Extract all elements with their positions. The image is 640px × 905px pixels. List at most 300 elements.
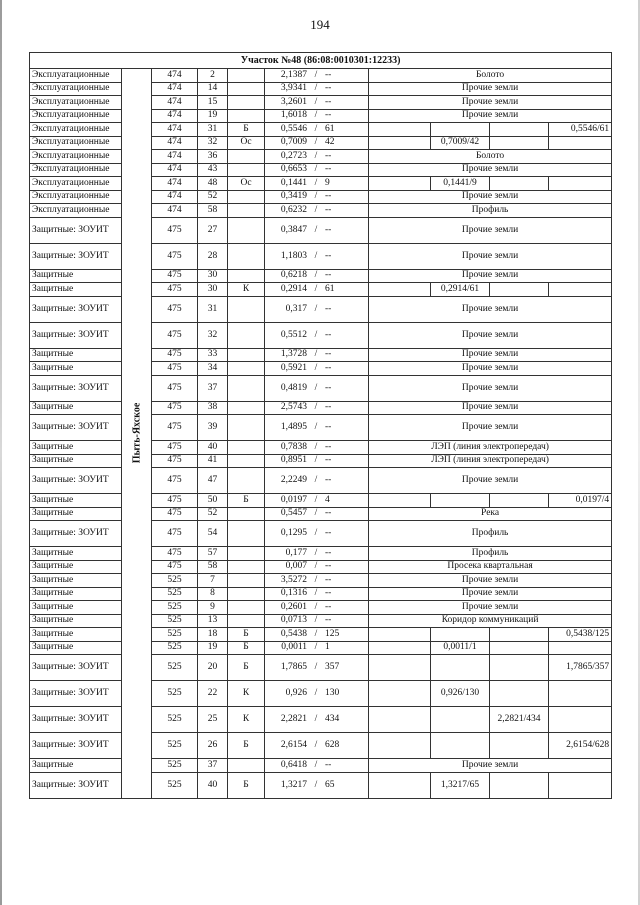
land-type-note: Прочие земли [369,243,612,269]
volume-cell [490,641,549,655]
stock-value: -- [325,96,332,107]
table-row [30,283,612,297]
area-value: 1,3728 [280,349,307,360]
volume-cell: 2,6154/628 [549,733,612,759]
stock-value: -- [325,528,332,538]
species-code [228,441,265,455]
area-separator: / [314,177,318,188]
area-separator: / [314,574,318,585]
volume-cell: 2,2821/434 [490,707,549,733]
land-type-note: Просека квартальная [369,560,612,574]
table-row [30,123,612,137]
land-type-note: Прочие земли [369,574,612,588]
allotment-number: 9 [198,601,228,615]
quarter-number: 475 [152,507,198,521]
land-type-note: ЛЭП (линия электропередач) [369,454,612,468]
species-code: К [228,283,265,297]
allotment-number: 33 [198,348,228,362]
table-row [30,507,612,521]
area-volume [265,123,369,137]
area-separator: / [314,662,318,672]
volume-cell [431,123,490,137]
land-category: Защитные [30,441,122,455]
allotment-number: 41 [198,454,228,468]
area-value: 0,7009 [280,137,307,148]
quarter-number: 525 [152,614,198,628]
table-row [30,269,612,283]
area-separator: / [314,740,318,750]
area-separator: / [314,475,318,485]
land-category: Защитные: ЗОУИТ [30,322,122,348]
allotment-number: 31 [198,296,228,322]
species-code [228,362,265,376]
stock-value: -- [325,561,332,572]
volume-cell [490,177,549,191]
area-value: 1,3217 [280,779,307,790]
quarter-number: 475 [152,296,198,322]
quarter-number: 475 [152,468,198,494]
area-separator: / [314,642,318,653]
species-code: Б [228,123,265,137]
species-code [228,190,265,204]
species-code [228,574,265,588]
area-separator: / [314,422,318,432]
area-separator: / [314,150,318,161]
area-value: 2,2821 [280,714,307,724]
land-category: Защитные: ЗОУИТ [30,521,122,547]
table-row [30,494,612,508]
quarter-number: 525 [152,655,198,681]
species-code [228,587,265,601]
area-value: 0,5546 [280,123,307,134]
area-volume [265,415,369,441]
stock-value: -- [325,422,332,432]
allotment-number: 50 [198,494,228,508]
land-type-note: Прочие земли [369,322,612,348]
stock-value: -- [325,475,332,485]
species-code: Ос [228,177,265,191]
stock-value: -- [325,455,332,466]
allotment-number: 30 [198,283,228,297]
land-category: Защитные [30,614,122,628]
table-row [30,681,612,707]
stock-value: -- [325,150,332,161]
land-type-note: Прочие земли [369,217,612,243]
area-value: 1,4895 [280,422,307,432]
table-row [30,296,612,322]
allotment-number: 37 [198,375,228,401]
area-volume [265,82,369,96]
land-category: Защитные [30,494,122,508]
table-row [30,733,612,759]
allotment-number: 32 [198,136,228,150]
stock-value: -- [325,588,332,599]
allotment-number: 43 [198,163,228,177]
species-code [228,468,265,494]
area-separator: / [314,204,318,215]
stock-value: -- [325,349,332,360]
land-category: Защитные [30,601,122,615]
volume-cell: 0,5438/125 [549,628,612,642]
stock-value: -- [325,250,332,261]
area-volume [265,601,369,615]
land-category: Эксплуатационные [30,96,122,110]
forestry-name: Пыть-Яхское [131,402,142,464]
land-type-note: Прочие земли [369,375,612,401]
table-row [30,641,612,655]
area-separator: / [314,601,318,612]
land-category: Защитные [30,628,122,642]
stock-value: -- [325,83,332,94]
area-separator: / [314,83,318,94]
quarter-number: 474 [152,177,198,191]
quarter-number: 525 [152,641,198,655]
land-category: Защитные: ЗОУИТ [30,707,122,733]
species-code: Б [228,494,265,508]
area-volume [265,296,369,322]
table-row [30,521,612,547]
quarter-number: 474 [152,96,198,110]
species-code [228,601,265,615]
allotment-number: 19 [198,109,228,123]
area-separator: / [314,270,318,281]
species-code [228,614,265,628]
area-volume [265,283,369,297]
land-category: Защитные [30,587,122,601]
allotment-number: 40 [198,441,228,455]
allotment-number: 14 [198,82,228,96]
allotment-number: 32 [198,322,228,348]
land-category: Эксплуатационные [30,204,122,218]
volume-cell [490,136,549,150]
land-type-note: Прочие земли [369,82,612,96]
land-type-note: Прочие земли [369,269,612,283]
table-row [30,468,612,494]
species-code [228,69,265,83]
stock-value: 9 [325,177,330,188]
quarter-number: 525 [152,733,198,759]
allotment-number: 19 [198,641,228,655]
area-value: 0,926 [285,688,307,698]
table-row [30,150,612,164]
allotment-number: 36 [198,150,228,164]
land-type-note: Прочие земли [369,415,612,441]
stock-value: 125 [325,628,340,639]
volume-cell [431,707,490,733]
area-separator: / [314,759,318,770]
land-category: Защитные [30,641,122,655]
species-code [228,269,265,283]
quarter-number: 474 [152,69,198,83]
land-type-note: Прочие земли [369,190,612,204]
volume-cell [549,177,612,191]
species-code [228,243,265,269]
species-code [228,82,265,96]
table-row [30,204,612,218]
allotment-number: 37 [198,759,228,773]
quarter-number: 475 [152,322,198,348]
volume-cell [490,772,549,798]
area-value: 0,5438 [280,628,307,639]
area-separator: / [314,628,318,639]
table-row [30,69,612,83]
area-volume [265,681,369,707]
species-code: Б [228,628,265,642]
table-row [30,136,612,150]
allotment-number: 52 [198,507,228,521]
volume-cell [549,707,612,733]
volume-cell [490,123,549,137]
stock-value: -- [325,402,332,413]
allotment-number: 28 [198,243,228,269]
area-separator: / [314,528,318,538]
area-value: 0,1441 [280,177,307,188]
land-category: Эксплуатационные [30,136,122,150]
area-separator: / [314,349,318,360]
land-category: Эксплуатационные [30,150,122,164]
stock-value: -- [325,615,332,626]
table-row [30,96,612,110]
area-value: 0,6232 [280,204,307,215]
area-value: 3,5272 [280,574,307,585]
table-row [30,759,612,773]
area-value: 0,3847 [280,224,307,235]
volume-cell [431,733,490,759]
area-separator: / [314,123,318,134]
volume-cell [369,283,431,297]
quarter-number: 525 [152,587,198,601]
stock-value: -- [325,191,332,202]
stock-value: 42 [325,137,335,148]
area-volume [265,507,369,521]
stock-value: -- [325,759,332,770]
area-separator: / [314,588,318,599]
table-row [30,655,612,681]
table-row [30,707,612,733]
quarter-number: 525 [152,628,198,642]
stock-value: -- [325,110,332,121]
table-row [30,401,612,415]
area-value: 0,1316 [280,588,307,599]
area-volume [265,401,369,415]
area-value: 0,177 [285,547,307,558]
stock-value: 357 [325,662,340,672]
volume-cell [369,641,431,655]
species-code [228,150,265,164]
land-type-note: Прочие земли [369,163,612,177]
area-value: 0,6653 [280,164,307,175]
species-code [228,109,265,123]
area-separator: / [314,402,318,413]
volume-cell [549,136,612,150]
land-category: Защитные [30,547,122,561]
land-category: Защитные [30,348,122,362]
volume-cell [549,641,612,655]
land-category: Эксплуатационные [30,82,122,96]
area-separator: / [314,688,318,698]
species-code [228,560,265,574]
land-type-note: Прочие земли [369,109,612,123]
allotment-number: 30 [198,269,228,283]
volume-cell [369,628,431,642]
area-separator: / [314,362,318,373]
volume-cell: 0,5546/61 [549,123,612,137]
land-category: Защитные: ЗОУИТ [30,655,122,681]
land-category: Эксплуатационные [30,190,122,204]
land-type-note: Профиль [369,521,612,547]
stock-value: -- [325,224,332,235]
land-category: Защитные [30,269,122,283]
volume-cell [431,655,490,681]
allotment-number: 40 [198,772,228,798]
volume-cell [490,733,549,759]
area-volume [265,587,369,601]
quarter-number: 525 [152,681,198,707]
section-title: Участок №48 (86:08:0010301:12233) [30,53,612,69]
species-code: Б [228,772,265,798]
allotment-number: 39 [198,415,228,441]
allotment-number: 13 [198,614,228,628]
area-value: 2,1387 [280,69,307,80]
land-type-note: Прочие земли [369,348,612,362]
stock-value: 61 [325,123,335,134]
volume-cell [490,655,549,681]
area-volume [265,614,369,628]
table-row [30,772,612,798]
area-value: 0,2914 [280,283,307,294]
area-volume [265,628,369,642]
land-type-note: Прочие земли [369,759,612,773]
area-volume [265,96,369,110]
area-separator: / [314,547,318,558]
land-category: Эксплуатационные [30,69,122,83]
quarter-number: 474 [152,150,198,164]
stock-value: -- [325,547,332,558]
quarter-number: 475 [152,560,198,574]
allotment-number: 20 [198,655,228,681]
allotment-number: 34 [198,362,228,376]
page-number: 194 [310,17,330,32]
species-code [228,163,265,177]
area-value: 2,2249 [280,475,307,485]
scan-edge-left [0,0,2,905]
table-row [30,243,612,269]
volume-cell: 1,7865/357 [549,655,612,681]
quarter-number: 475 [152,375,198,401]
area-value: 0,1295 [280,528,307,538]
area-separator: / [314,164,318,175]
area-value: 0,2723 [280,150,307,161]
land-plot-table [29,52,612,799]
quarter-number: 475 [152,362,198,376]
area-value: 0,317 [285,303,307,314]
quarter-number: 474 [152,136,198,150]
quarter-number: 475 [152,401,198,415]
species-code [228,322,265,348]
land-category: Защитные [30,560,122,574]
volume-cell [369,655,431,681]
land-type-note: Прочие земли [369,96,612,110]
table-row [30,415,612,441]
area-volume [265,707,369,733]
area-value: 3,9341 [280,83,307,94]
land-type-note: Болото [369,150,612,164]
area-volume [265,136,369,150]
allotment-number: 25 [198,707,228,733]
land-category: Защитные: ЗОУИТ [30,772,122,798]
table-row [30,574,612,588]
allotment-number: 26 [198,733,228,759]
species-code [228,296,265,322]
allotment-number: 38 [198,401,228,415]
area-volume [265,560,369,574]
land-category: Защитные [30,362,122,376]
stock-value: 65 [325,779,335,790]
volume-cell [369,681,431,707]
table-row [30,217,612,243]
area-separator: / [314,779,318,790]
area-separator: / [314,191,318,202]
allotment-number: 47 [198,468,228,494]
volume-cell [431,494,490,508]
volume-cell [369,123,431,137]
table-row [30,82,612,96]
table-row [30,547,612,561]
land-category: Эксплуатационные [30,109,122,123]
volume-cell [369,707,431,733]
quarter-number: 525 [152,772,198,798]
quarter-number: 475 [152,217,198,243]
land-category: Эксплуатационные [30,177,122,191]
allotment-number: 58 [198,204,228,218]
land-type-note: Прочие земли [369,468,612,494]
area-volume [265,269,369,283]
area-volume [265,322,369,348]
land-category: Защитные [30,759,122,773]
area-volume [265,362,369,376]
area-volume [265,494,369,508]
species-code [228,204,265,218]
land-category: Защитные [30,401,122,415]
volume-cell [490,283,549,297]
area-value: 0,3419 [280,191,307,202]
stock-value: 61 [325,283,335,294]
table-row [30,628,612,642]
volume-cell [490,681,549,707]
land-type-note: Прочие земли [369,601,612,615]
species-code [228,217,265,243]
quarter-number: 525 [152,601,198,615]
volume-cell: 0,2914/61 [431,283,490,297]
section-title-row [30,53,612,69]
volume-cell: 0,1441/9 [431,177,490,191]
allotment-number: 54 [198,521,228,547]
land-category: Защитные: ЗОУИТ [30,681,122,707]
stock-value: -- [325,574,332,585]
volume-cell: 1,3217/65 [431,772,490,798]
area-value: 2,6154 [280,740,307,750]
area-value: 0,6418 [280,759,307,770]
land-type-note: Прочие земли [369,362,612,376]
species-code [228,401,265,415]
area-volume [265,190,369,204]
area-value: 0,5457 [280,508,307,519]
area-value: 0,8951 [280,455,307,466]
land-category: Защитные: ЗОУИТ [30,375,122,401]
quarter-number: 475 [152,415,198,441]
quarter-number: 475 [152,454,198,468]
area-separator: / [314,561,318,572]
